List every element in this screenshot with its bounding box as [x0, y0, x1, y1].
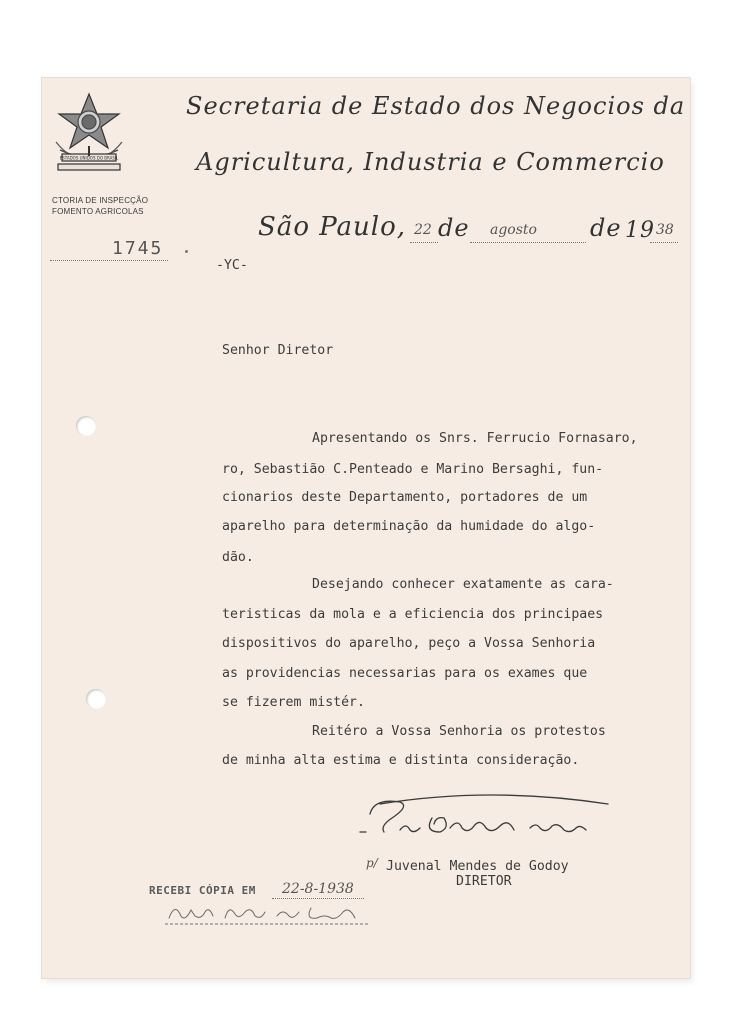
- reference-number: 1745: [112, 238, 164, 259]
- body-line: aparelho para determinação da humidade do algo-: [222, 519, 596, 534]
- reference-field: [50, 238, 168, 260]
- punch-hole-bottom: [86, 689, 106, 709]
- body-line: as providencias necessarias para os exames que: [222, 666, 588, 681]
- received-stamp-label: RECEBI CÓPIA EM: [149, 884, 256, 897]
- letterhead-line-1: Secretaria de Estado dos Negocios da: [186, 92, 686, 120]
- signatory-name: Juvenal Mendes de Godoy: [386, 859, 569, 874]
- date-year-prefix: 19: [625, 218, 655, 243]
- received-signer-signature: [165, 896, 375, 926]
- date-year-suffix: 38: [656, 222, 674, 238]
- body-line: se fizerem mistér.: [222, 695, 365, 710]
- body-line: de minha alta estima e distinta consideração.: [222, 753, 580, 768]
- body-line: Desejando conhecer exatamente as cara-: [312, 577, 614, 592]
- signatory-title: DIRETOR: [456, 874, 512, 889]
- body-line: ro, Sebastião C.Penteado e Marino Bersaghi, fun-: [222, 462, 604, 477]
- body-line: Reitéro a Vossa Senhoria os protestos: [312, 724, 606, 739]
- salutation: Senhor Diretor: [222, 343, 334, 358]
- signature-by: p/: [366, 856, 378, 870]
- punch-hole-top: [76, 416, 96, 436]
- body-line: Apresentando os Snrs. Ferrucio Fornasaro,: [312, 431, 638, 446]
- place-city: São Paulo,: [258, 212, 407, 242]
- letterhead-line-2: Agricultura, Industria e Commercio: [196, 148, 665, 176]
- date-day: 22: [414, 222, 432, 238]
- body-line: dispositivos do aparelho, peço a Vossa Senhoria: [222, 636, 596, 651]
- handwritten-signature: [340, 788, 620, 848]
- mark-dot: [185, 250, 188, 253]
- body-line: cionarios deste Departamento, portadores de um: [222, 490, 588, 505]
- date-month: agosto: [490, 222, 537, 238]
- department-line-1: CTORIA DE INSPECÇÃO: [52, 196, 149, 205]
- initials: -YC-: [216, 258, 248, 273]
- received-stamp-date: 22-8-1938: [282, 881, 354, 897]
- seal-text: ESTADOS UNIDOS DO BRASIL: [59, 155, 119, 161]
- body-line: dão.: [222, 550, 254, 565]
- date-de-1: de: [438, 214, 470, 242]
- department-line-2: FOMENTO AGRICOLAS: [52, 207, 144, 216]
- body-line: teristicas da mola e a eficiencia dos principaes: [222, 607, 604, 622]
- date-de-2: de: [590, 214, 622, 242]
- coat-of-arms-icon: [50, 90, 128, 174]
